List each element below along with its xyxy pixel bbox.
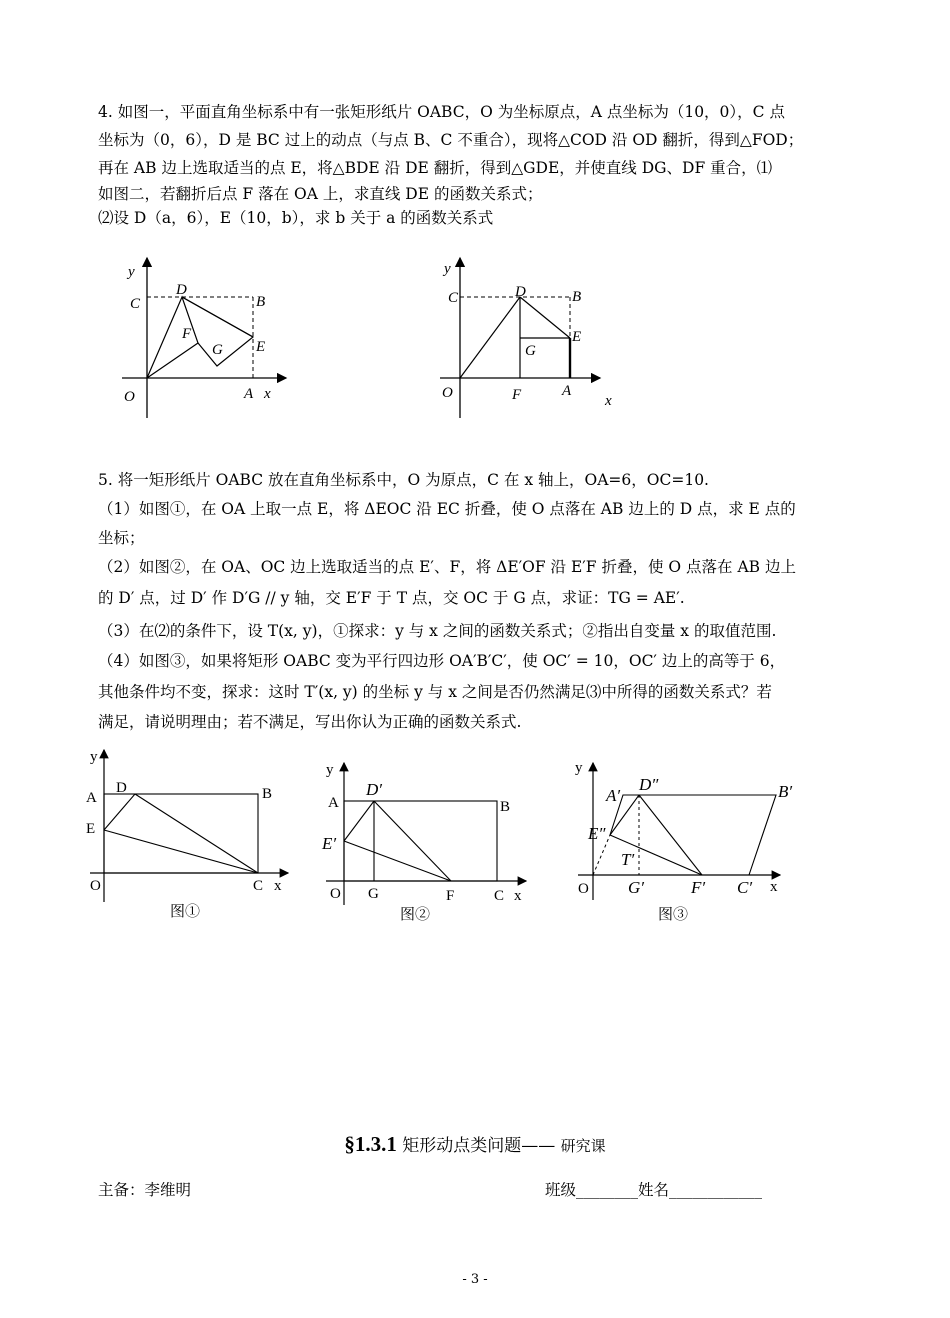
- label-x: x: [514, 888, 522, 904]
- label-C: C: [494, 888, 505, 904]
- label-C: C: [253, 878, 264, 894]
- section-name: 矩形动点类问题——: [402, 1136, 556, 1156]
- label-D: D: [176, 282, 187, 298]
- label-y: y: [128, 264, 135, 280]
- section-title: [0, 1131, 950, 1157]
- label-E-dprime: E″: [588, 824, 606, 843]
- label-B: B: [256, 294, 266, 310]
- label-T-prime: T′: [621, 850, 635, 869]
- section-number: §1.3.1: [344, 1132, 397, 1156]
- p5-line-2: （1）如图①，在 OA 上取一点 E，将 ΔEOC 沿 EC 折叠，使 O 点落在 AB 边上的 D 点，求 E 点的: [98, 500, 796, 518]
- p5-line-8: 其他条件均不变，探求：这时 T′(x, y) 的坐标 y 与 x 之间是否仍然满足⑶中所得的函数关系式？若: [98, 683, 772, 701]
- class-name-line: 班级________姓名____________: [545, 1181, 763, 1199]
- caption-fig1: 图①: [170, 902, 201, 920]
- label-A-prime: A′: [606, 786, 621, 805]
- p5-figure-2: [318, 755, 538, 905]
- label-F: F: [182, 326, 192, 342]
- p5-line-1: 5. 将一矩形纸片 OABC 放在直角坐标系中，O 为原点，C 在 x 轴上，OA=6，OC=10.: [98, 471, 709, 489]
- label-x: x: [770, 879, 778, 895]
- label-B: B: [262, 786, 273, 802]
- label-x: x: [274, 878, 282, 894]
- label-A: A: [562, 383, 572, 399]
- p5-line-9: 满足，请说明理由；若不满足，写出你认为正确的函数关系式.: [98, 713, 522, 731]
- label-A: A: [86, 790, 97, 806]
- label-D: D: [515, 284, 526, 300]
- label-O: O: [578, 881, 589, 897]
- label-y: y: [326, 762, 334, 778]
- label-E: E: [256, 339, 266, 355]
- p4-figure-2: [430, 250, 630, 420]
- label-A: A: [328, 795, 339, 811]
- p4-line-1: 4. 如图一，平面直角坐标系中有一张矩形纸片 OABC，O 为坐标原点，A 点坐标为（10，0），C 点: [98, 103, 785, 121]
- p5-figure-3: [566, 755, 796, 900]
- label-G: G: [212, 342, 223, 358]
- label-E-prime: E′: [322, 834, 337, 853]
- label-O: O: [330, 886, 341, 902]
- label-B-prime: B′: [778, 782, 793, 801]
- label-D-dprime: D″: [639, 775, 659, 794]
- label-O: O: [90, 878, 101, 894]
- page-number: - 3 -: [462, 1272, 488, 1287]
- label-D: D: [116, 780, 127, 796]
- label-F: F: [512, 387, 522, 403]
- label-C: C: [130, 296, 141, 312]
- p5-line-7: （4）如图③，如果将矩形 OABC 变为平行四边形 OA′B′C′，使 OC′ = 10，OC′ 边上的高等于 6，: [98, 652, 786, 670]
- label-O: O: [442, 385, 453, 401]
- label-y: y: [444, 261, 451, 277]
- label-x: x: [605, 393, 612, 409]
- p4-line-3: 再在 AB 边上选取适当的点 E，将△BDE 沿 DE 翻折，得到△GDE，并使直线 DG、DF 重合，⑴: [98, 159, 773, 177]
- p4-line-2: 坐标为（0，6），D 是 BC 过上的动点（与点 B、C 不重合），现将△COD 沿 OD 翻折，得到△FOD；: [98, 131, 804, 149]
- p5-line-5: 的 D′ 点，过 D′ 作 D′G // y 轴，交 E′F 于 T 点，交 OC 于 G 点，求证：TG = AE′.: [98, 589, 685, 607]
- label-G-prime: G′: [628, 878, 644, 897]
- label-x: x: [264, 386, 271, 402]
- label-G: G: [368, 886, 379, 902]
- label-E: E: [86, 821, 96, 837]
- caption-fig3: 图③: [658, 905, 689, 923]
- label-G: G: [525, 343, 536, 359]
- label-B: B: [572, 289, 582, 305]
- p5-line-4: （2）如图②，在 OA、OC 边上选取适当的点 E′、F，将 ΔE′OF 沿 E′F 折叠，使 O 点落在 AB 边上: [98, 558, 796, 576]
- label-E: E: [572, 329, 582, 345]
- p4-figure-1: [110, 250, 310, 430]
- author-line: 主备：李维明: [98, 1181, 192, 1199]
- p4-line-4: 如图二，若翻折后点 F 落在 OA 上，求直线 DE 的函数关系式；: [98, 185, 543, 203]
- label-B: B: [500, 799, 511, 815]
- p4-line-5: ⑵设 D（a，6），E（10，b），求 b 关于 a 的函数关系式: [98, 209, 494, 227]
- label-y: y: [575, 760, 583, 776]
- section-type: 研究课: [560, 1137, 606, 1155]
- label-F-prime: F′: [691, 878, 706, 897]
- label-D-prime: D′: [366, 780, 382, 799]
- p5-figure-1: [80, 742, 290, 902]
- p5-line-3: 坐标；: [98, 529, 145, 547]
- label-F: F: [446, 888, 455, 904]
- label-C-prime: C′: [737, 878, 753, 897]
- label-C: C: [448, 290, 459, 306]
- label-O: O: [124, 389, 135, 405]
- label-A: A: [244, 386, 254, 402]
- label-y: y: [90, 749, 98, 765]
- p5-line-6: （3）在⑵的条件下，设 T(x, y)，①探求：y 与 x 之间的函数关系式；②指出自变量 x 的取值范围.: [98, 622, 777, 640]
- caption-fig2: 图②: [400, 905, 431, 923]
